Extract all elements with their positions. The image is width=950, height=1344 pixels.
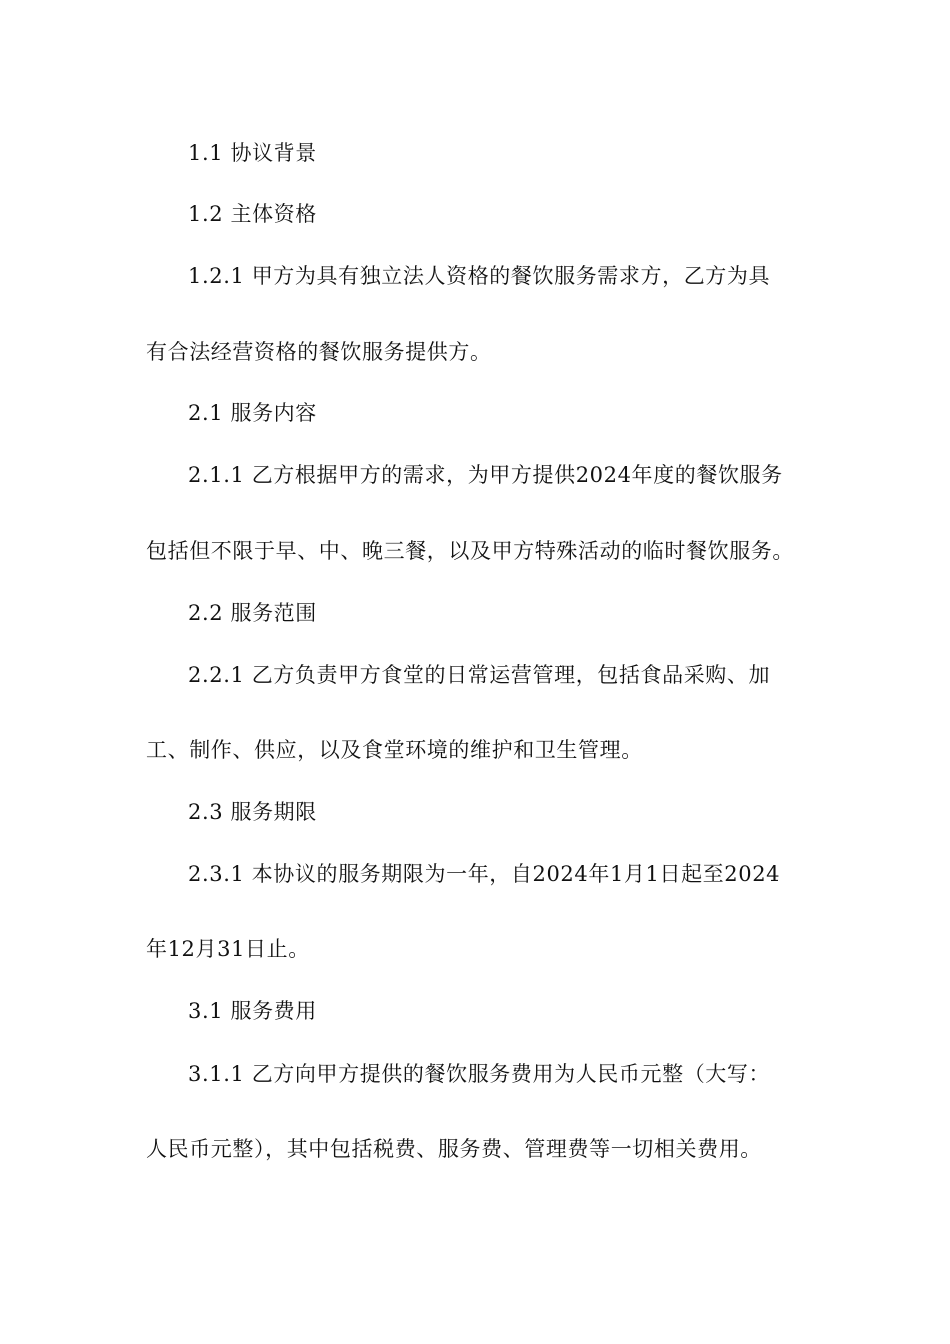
heading-2-2: 2.2 服务范围 [188,601,317,625]
heading-3-1: 3.1 服务费用 [188,999,317,1023]
paragraph-2-2-1-line-2: 工、制作、供应，以及食堂环境的维护和卫生管理。 [146,738,643,762]
heading-1-1: 1.1 协议背景 [188,141,317,165]
paragraph-2-2-1-line-1: 2.2.1 乙方负责甲方食堂的日常运营管理，包括食品采购、加 [188,663,771,687]
heading-2-1: 2.1 服务内容 [188,401,317,425]
paragraph-1-2-1-line-1: 1.2.1 甲方为具有独立法人资格的餐饮服务需求方，乙方为具 [188,264,771,288]
paragraph-3-1-1-line-2: 人民币元整），其中包括税费、服务费、管理费等一切相关费用。 [146,1137,762,1161]
paragraph-2-3-1-line-1: 2.3.1 本协议的服务期限为一年，自2024年1月1日起至2024 [188,862,781,886]
heading-1-2: 1.2 主体资格 [188,202,317,226]
paragraph-1-2-1-line-2: 有合法经营资格的餐饮服务提供方。 [146,340,492,364]
paragraph-2-1-1-line-2: 包括但不限于早、中、晚三餐，以及甲方特殊活动的临时餐饮服务。 [146,539,794,563]
paragraph-2-1-1-line-1: 2.1.1 乙方根据甲方的需求，为甲方提供2024年度的餐饮服务 [188,463,783,487]
paragraph-2-3-1-line-2: 年12月31日止。 [146,937,310,961]
paragraph-3-1-1-line-1: 3.1.1 乙方向甲方提供的餐饮服务费用为人民币元整（大写： [188,1062,771,1086]
heading-2-3: 2.3 服务期限 [188,800,317,824]
